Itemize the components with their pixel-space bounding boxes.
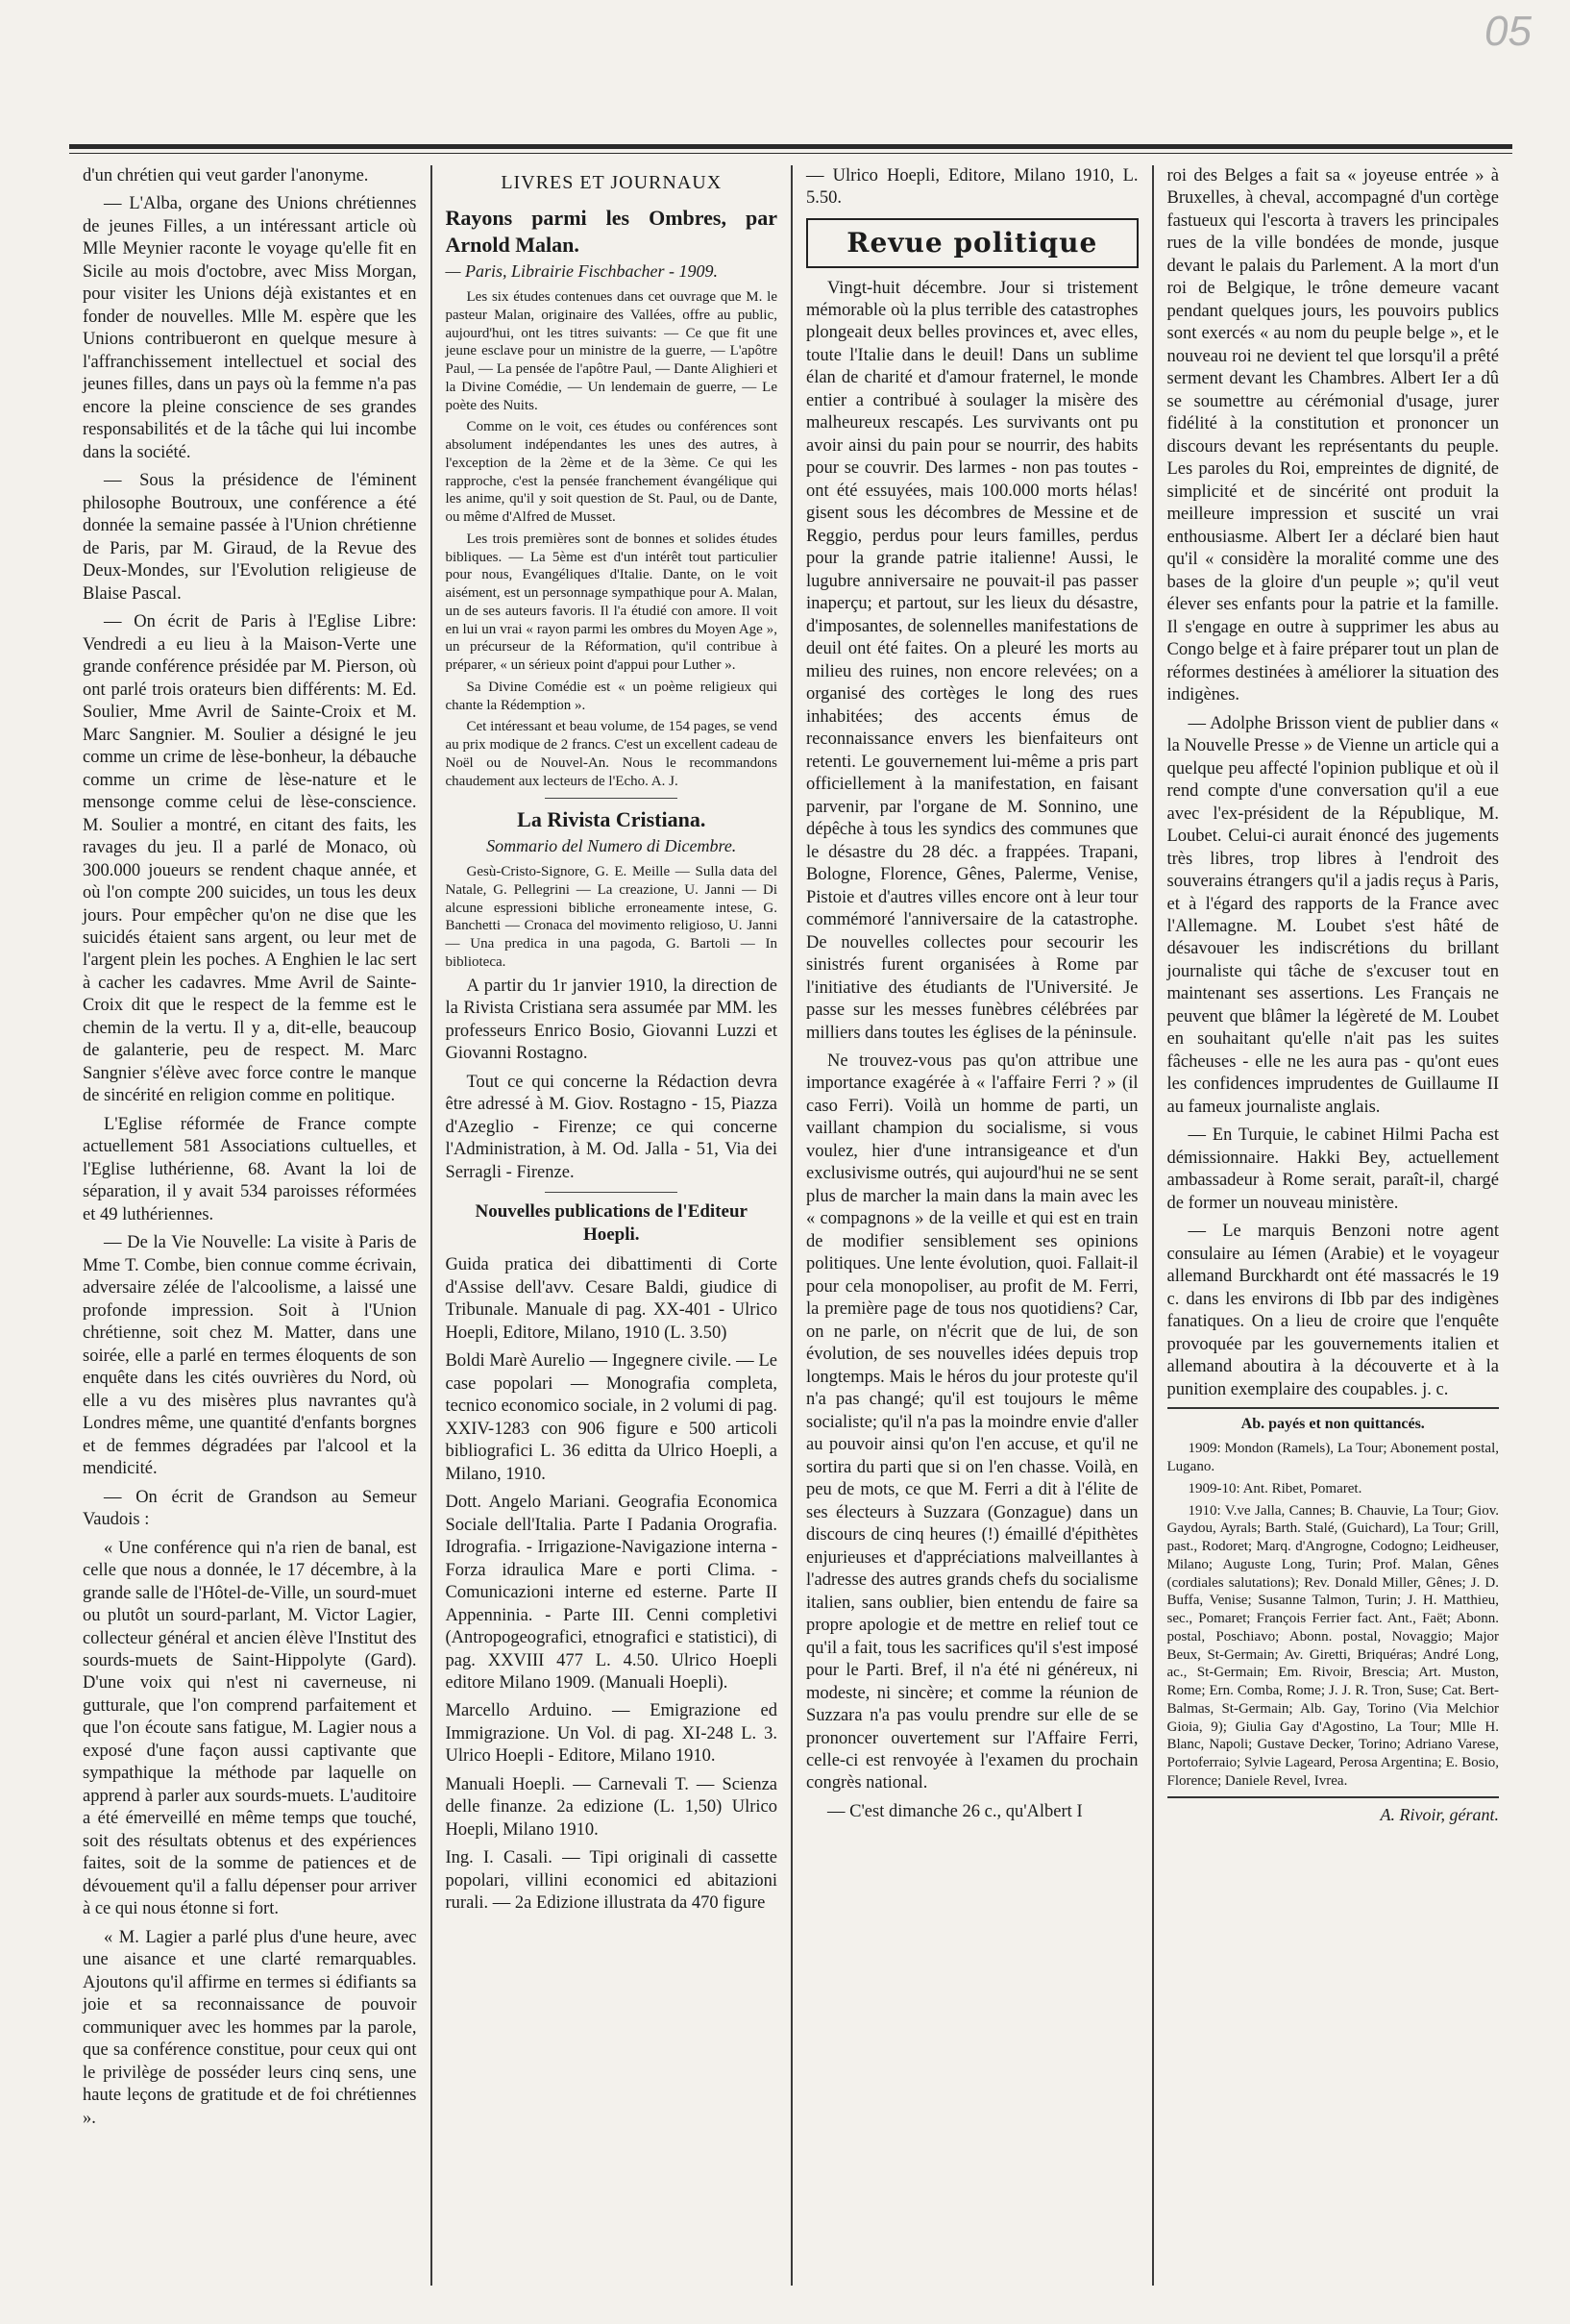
book-review bbox=[446, 288, 778, 790]
paragraph: — En Turquie, le cabinet Hilmi Pacha est démissionnaire. Hakki Bey, actuellement ambassadeur à Rome serait, paraît-il, chargé de former un nouveau ministère. bbox=[1166, 1125, 1499, 1213]
section-heading: LIVRES ET JOURNAUX bbox=[501, 172, 723, 193]
book-title: Rayons parmi les Ombres, par Arnold Malan. bbox=[445, 206, 777, 258]
revue-politique-heading: Revue politique bbox=[806, 218, 1139, 268]
publication-entry: Guida pratica dei dibattimenti di Corte d'Assise dell'avv. Cesare Baldi, giudice di Tribunale. Manuale di pag. XX-401 - Ulrico Hoepli, Editore, Milano, 1910 (L. 3.50) bbox=[445, 1255, 777, 1343]
journal-title: La Rivista Cristiana. bbox=[517, 807, 706, 832]
paragraph: — Le marquis Benzoni notre agent consulaire au Iémen (Arabie) et le voyageur allemand Burckhardt ont été massacrés le 19 c. dans les environs di Ibb par des indigènes fanatiques. On a lieu de croire que l'enquête provoquée par les gouvernements italien et allemand aboutira à la découverte et à la punition exemplaire des coupables. j. c. bbox=[1166, 1222, 1499, 1399]
review-paragraph: Comme on le voit, ces études ou conférences sont absolument indépendantes les unes des autres, à l'exception de la 2ème et de la 3ème. Ce qui les rapproche, c'est la pensée franchement évangélique qui les anime, qu'il y soit question de St. Paul, ou de Dante, ou même d'Alfred de Musset. bbox=[445, 419, 777, 526]
subscription-entry: 1910: V.ve Jalla, Cannes; B. Chauvie, La Tour; Giov. Gaydou, Ayrals; Barth. Stalé, (Guichard), La Tour; Grill, past., Rodoret; Marq. d'Angrogne, Codogno; Leidheuser, Milano; Auguste Long, Turin; Prof. Malan, Gênes (cordiales salutations); Rev. Donald Miller, Gênes; J. D. Buffa, Venise; Susanne Talmon, Turin; J. H. Matthieu, sec., Pomaret; François Ferrier fact. Ant., Faët; Abonn. postal, Poschiavo; Abonn. postal, Novaggio; Major Beux, St-Germain; Av. Giretti, Briquéras; André Long, ac., St-Germain; Em. Rivoir, Brescia; Art. Muston, Rome; Ern. Comba, Rome; J. J. R. Tron, Suse; Cat. Bert-Balmas, St-Germain; Alb. Gay, Torino (Via Melchior Gioia, 9); Giulia Gay d'Agostino, La Tour; Mlle H. Blanc, Napoli; Gustave Decker, Torino; Adriano Varese, Portoferraio; Sylvie Lageard, Perosa Argentina; E. Bosio, Florence; Daniele Revel, Ivrea. bbox=[1166, 1502, 1499, 1789]
column-2 bbox=[430, 165, 792, 2286]
publication-entry-continued: — Ulrico Hoepli, Editore, Milano 1910, L. 5.50. bbox=[806, 166, 1139, 209]
paragraph: « Une conférence qui n'a rien de banal, est celle que nous a donnée, le 17 décembre, à la grande salle de l'Hôtel-de-Ville, un sourd-muet ou plutôt un sourd-parlant, M. Victor Lagier, collecteur général et ancien élève l'Institut des sourds-muets de Saint-Hippolyte (Gard). D'une voix qui n'est ni caverneuse, ni gutturale, que l'on comprend parfaitement et que l'on écoute sans fatigue, M. Lagier nous a exposé d'une façon aussi captivante que sympathique la méthode par laquelle on apprend à parler aux sourds-muets. L'auditoire a été émerveillé en même temps que touché, soit des résultats obtenus et des expériences faites, soit de la somme de patiences et de dévouement qu'il a fallu dépenser pour arriver à ce qui nous étonne si fort. bbox=[83, 1538, 417, 1919]
archive-number-mark: 05 bbox=[1484, 8, 1532, 55]
review-paragraph: Les trois premières sont de bonnes et solides études bibliques. — La 5ème est d'un intérêt tout particulier pour nous, Evangéliques d'Italie. Dante, on le voit aisément, est un personnage sympathique pour A. Malan, un de ses auteurs favoris. Il l'a étudié con amore. Il voit en lui un vrai « rayon parmi les ombres du Moyen Age », un précurseur de la Réformation, qu'il contribue à préparer, « un sérieux point d'appui pour Luther ». bbox=[445, 531, 777, 674]
publication-entry: Manuali Hoepli. — Carnevali T. — Scienza delle finanze. 2a edizione (L. 1,50) Ulrico Hoepli, Milano 1910. bbox=[445, 1774, 777, 1840]
paragraph: A partir du 1r janvier 1910, la direction de la Rivista Cristiana sera assumée par MM. les professeurs Enrico Bosio, Giovanni Luzzi et Giovanni Rostagno. bbox=[445, 976, 777, 1064]
paragraph: roi des Belges a fait sa « joyeuse entrée » à Bruxelles, à cheval, accompagné d'un cortège fastueux qui l'escorta à travers les principales rues de la ville bondées de monde, jusque devant le palais du Parlement. A la mort d'un roi de Belgique, le trône demeure vacant pendant quelques jours, les pouvoirs publics sont exercés « au nom du peuple belge », et le nouveau roi ne devient tel que lorsqu'il a prêté serment devant les Chambres. Albert Ier a dû se soumettre au cérémonial d'usage, jurer fidélité à la constitution et prononcer un discours devant les représentants du peuple. Les paroles du Roi, empreintes de dignité, de simplicité et de sincérité ont produit la meilleure impression et suscité un vrai enthousiasme. Albert Ier a déclaré bien haut qu'il « considère la moralité comme une des bases de la gloire d'un peuple »; qu'il veut élever ses enfants pour la patrie et la famille. Il s'engage en outre à supprimer les abus au Congo belge et à faire préparer tout un plan de réformes destinées à améliorer la situation des indigènes. bbox=[1166, 166, 1499, 705]
publication-entry: Dott. Angelo Mariani. Geografia Economica Sociale dell'Italia. Parte I Padania Orografia. Idrografia. - Irrigazione-Navigazione interna - Forza idraulica Mare e porti Clima. - Comunicazioni interne ed esterne. Parte II Appenninia. - Parte III. Cenni completivi (Antropogeografici, etnografici e statistici), di pag. XXVIII 477 L. 4.50. Ulrico Hoepli editore Milano 1909. (Manuali Hoepli). bbox=[445, 1493, 777, 1693]
column-4 bbox=[1152, 165, 1513, 2286]
publication-entry: Ing. I. Casali. — Tipi originali di cassette popolari, villini economici ed abitazioni rurali. — 2a Edizione illustrata da 470 figure bbox=[445, 1848, 777, 1914]
paragraph: — On écrit de Paris à l'Eglise Libre: Vendredi a eu lieu à la Maison-Verte une grande conférence présidée par M. Pierson, où ont parlé trois orateurs bien différents: M. Ed. Soulier, Mme Avril de Sainte-Croix et M. Marc Sangnier. M. Soulier a désigné le jeu comme un crime de lèse-bonheur, la débauche comme un crime de lèse-nature et le mensonge comme celui de lèse-conscience. M. Soulier a montré, en citant des faits, les ravages du jeu. Il a parlé de Monaco, où 300.000 joueurs se rendent chaque année, et où l'on compte 200 suicides, un tous les deux jours. Pour empêcher qu'on ne dise que les suicidés étaient sans argent, ou leur met de l'argent plein les poches. A Enghien le lac sert à cacher les cadavres. Mme Avril de Sainte-Croix dit que le respect de la femme est le chemin de la vertu. Il y a, dit-elle, beaucoup de galanterie, peu de respect. M. Marc Sangnier s'élève avec force contre le manque de sincérité en religion comme en politique. bbox=[83, 612, 417, 1106]
paragraph: — L'Alba, organe des Unions chrétiennes de jeunes Filles, a un intéressant article où Mlle Meynier raconte le voyage qu'elle fit en Sicile au mois d'octobre, avec Miss Morgan, pour visiter les Unions déjà existantes et en fonder de nouvelles. Mlle M. espère que les Unions contribueront en quelque mesure à l'affranchissement intellectuel et social des jeunes filles, dans un pays où la femme n'a pas encore la pleine conscience de ses grandes responsabilités et de la tâche qui lui incombe dans la société. bbox=[83, 194, 417, 462]
paragraph: — Sous la présidence de l'éminent philosophe Boutroux, une conférence a été donnée la semaine passée à l'Union chrétienne de Paris, par M. Giraud, de la Revue des Deux-Mondes, sur l'Evolution religieuse de Blaise Pascal. bbox=[83, 471, 417, 604]
divider bbox=[1167, 1796, 1500, 1798]
divider bbox=[1167, 1407, 1500, 1409]
divider bbox=[545, 1192, 677, 1193]
gerant-signature: A. Rivoir, gérant. bbox=[1380, 1804, 1499, 1824]
paragraph: Vingt-huit décembre. Jour si tristement mémorable où la plus terrible des catastrophes plongeait deux belles provinces et, avec elles, toute l'Italie dans le deuil! Dans un sublime élan de charité et d'amour fraternel, le monde entier a contribué à soulager la misère des malheureux rescapés. Les survivants ont pu avoir ainsi du pain pour se nourrir, des habits pour se couvrir. Des larmes - non pas toutes - ont été essuyées, mais 100.000 morts hélas! gisent sous les décombres de Messine et de Reggio, perdus pour leurs familles, perdus pour la grande patrie italienne! Aussi, le lugubre anniversaire ne pouvait-il pas passer inaperçu; et partout, sur les lieux du désastre, d'imposantes, de solennelles manifestations de deuil ont été faites. On a pleuré les morts au milieu des ruines, non encore relevées; on a organisé des cortèges le long des rues inhabitées; des accents émus de reconnaissance envers les bienfaiteurs ont retenti. Le gouvernement lui-même a pris part officiellement à la manifestation, en faisant parvenir, par l'organe de M. Sonnino, une dépêche à tous les syndics des communes que le désastre du 28 déc. a frappées. Trapani, Bologne, Florence, Gênes, Palerme, Venise, Pistoie et d'autres villes encore ont à leur tour commémoré l'anniversaire de la catastrophe. De nouvelles collectes pour secourir les sinistrés furent organisées à Rome par l'initiative des étudiants de l'Université. Je passe sur les messes funèbres célébrées par milliers dans toutes les églises de la péninsule. bbox=[806, 278, 1139, 1043]
publications-heading: Nouvelles publications de l'Editeur Hoepli. bbox=[475, 1201, 748, 1246]
review-paragraph: Sa Divine Comédie est « un poème religieux qui chante la Rédemption ». bbox=[445, 679, 777, 713]
subscriptions-list bbox=[1167, 1440, 1500, 1790]
paragraph: « M. Lagier a parlé plus d'une heure, avec une aisance et une clarté remarquables. Ajoutons qu'il affirme en termes si édifiants sa joie et sa reconnaissance de pouvoir communiquer avec les hommes par la parole, que sa conférence constitue, pour ceux qui ont le privilège de posséder leurs cinq sens, une haute leçons de gratitude et de foi chrétiennes ». bbox=[83, 1927, 417, 2128]
publication-entry: Boldi Marè Aurelio — Ingegnere civile. — Le case popolari — Monografia completa, tecnico economico sociale, in 2 volumi di pag. XXIV-1283 con 906 figure e 500 articoli bibliografici L. 36 editta da Ulrico Hoepli, a Milano, 1910. bbox=[445, 1351, 777, 1484]
publication-entry: Marcello Arduino. — Emigrazione ed Immigrazione. Un Vol. di pag. XI-248 L. 3. Ulrico Hoepli - Editore, Milano 1910. bbox=[445, 1701, 777, 1767]
paragraph: Tout ce qui concerne la Rédaction devra être adressé à M. Giov. Rostagno - 15, Piazza d'Azeglio - Firenze; ce qui concerne l'Administration, à M. Od. Jalla - 51, Via dei Serragli - Firenze. bbox=[445, 1072, 777, 1182]
subscription-entry: 1909-10: Ant. Ribet, Pomaret. bbox=[1188, 1480, 1362, 1496]
review-paragraph: Les six études contenues dans cet ouvrage que M. le pasteur Malan, originaire des Vallées, offre au public, aujourd'hui, ont les titres suivants: — Ce que fit une jeune esclave pour un ministre de la guerre, — L'apôtre Paul, — La pensée de l'apôtre Paul, — Dante Alighieri et la Divine Comédie, — Un lendemain de guerre, — Le poète des Nuits. bbox=[445, 289, 777, 413]
paragraph: Ne trouvez-vous pas qu'on attribue une importance exagérée à « l'affaire Ferri ? » (il caso Ferri). Voilà un homme de parti, un vaillant champion du socialisme, si vous voulez, hier d'une intransigeance et d'un exclusivisme outrés, qui aujourd'hui ne se sent plus de marcher la main dans la main avec les « compagnons » de la veille et qui est en train de modifier sensiblement ses opinions politiques. Une lente évolution, quoi. Fallait-il pour cela monopoliser, au profit de M. Ferri, la première page de tous nos quotidiens? Car, on ne parle, on n'écrit que de lui, de son évolution, de ses nouvelles idées depuis trop longtemps. Mais le héros du jour proteste qu'il n'a pas changé; qu'il est toujours le même socialiste; qu'il n'a pas la moindre envie d'aller au pouvoir ainsi qu'on l'en accuse, et qu'il ne sortira du parti que si on l'en chasse. Voilà, en peu de mots, ce que M. Ferri a dit à l'élite de ses électeurs à Suzzara (Gonzague) dans un discours de cinq heures (!) émaillé d'épithètes enjurieuses et d'appréciations malveillantes à l'adresse des autres grands chefs du socialisme italien, sans oublier, bien entendu de faire sa propre apologie et de mettre en relief tout ce qu'il a fait, tous les sacrifices qu'il s'est imposé pour le Parti. Bref, il n'a été ni généreux, ni modeste, ni sincère; et comme la réunion de Suzzara n'a pas voulu prendre sur elle de se prononcer ouvertement sur l'Affaire Ferri, celle-ci est renvoyée à l'examen du prochain congrès national. bbox=[806, 1051, 1139, 1793]
subscription-entry: 1909: Mondon (Ramels), La Tour; Abonement postal, Lugano. bbox=[1166, 1441, 1499, 1475]
paragraph: — C'est dimanche 26 c., qu'Albert I bbox=[827, 1801, 1083, 1821]
subscriptions-heading: Ab. payés et non quittancés. bbox=[1240, 1416, 1425, 1433]
journal-contents bbox=[446, 863, 778, 972]
column-3 bbox=[791, 165, 1152, 2286]
review-paragraph: Cet intéressant et beau volume, de 154 pages, se vend au prix modique de 2 francs. C'est un excellent cadeau de Noël ou de Nouvel-An. Nous le recommandons chaudement aux lecteurs de l'Echo. A. J. bbox=[445, 719, 777, 789]
paragraph: L'Eglise réformée de France compte actuellement 581 Associations cultuelles, et l'Eglise luthérienne, 68. Avant la loi de séparation, il y avait 534 paroisses réformées et 49 luthériennes. bbox=[83, 1114, 417, 1224]
divider bbox=[545, 798, 677, 799]
journal-subtitle: Sommario del Numero di Dicembre. bbox=[486, 836, 737, 856]
paragraph: — Adolphe Brisson vient de publier dans « la Nouvelle Presse » de Vienne un article qui a quelque peu affecté l'opinion publique et où il rend compte d'une conversation qu'il a eue avec l'ex-président de la République, M. Loubet. Celui-ci aurait énoncé des jugements très libres, trop libres à l'endroit des souverains étrangers qu'il a jadis reçus à Paris, et à l'égard des rapports de la France avec l'Allemagne. M. Loubet s'est hâté de désavouer les indiscrétions du brillant journaliste qui tâche de s'excuser tout en maintenant ses assertions. Les Français ne peuvent que blâmer la légèreté de M. Loubet en souhaitant qu'elle n'ait pas les suites fâcheuses - elle ne les aura pas - qu'ont eues les confidences imprudentes de Guillaume II au fameux journaliste anglais. bbox=[1166, 713, 1499, 1117]
newspaper-columns bbox=[69, 165, 1512, 2286]
header-rule bbox=[69, 144, 1512, 154]
paragraph: — De la Vie Nouvelle: La visite à Paris de Mme T. Combe, bien connue comme écrivain, adversaire zélée de l'alcoolisme, a laissé une profonde impression. Soit à l'Union chrétienne, soit chez M. Matter, dans une soirée, elle a parlé en termes éloquents de son enquête dans les cités ouvrières du Nord, où elle a vu des misères plus navrantes qu'à Londres même, une quantité d'enfants borgnes et de femmes dégradées par l'alcool et la mendicité. bbox=[83, 1233, 417, 1479]
paragraph: — On écrit de Grandson au Semeur Vaudois : bbox=[83, 1487, 417, 1530]
contents-paragraph: Gesù-Cristo-Signore, G. E. Meille — Sulla data del Natale, G. Pellegrini — La creazione, U. Janni — Di alcune espressioni bibliche erroneamente intese, G. Banchetti — Cronaca del movimento religioso, U. Janni — Una predica in una pagoda, G. Bartoli — In biblioteca. bbox=[445, 864, 777, 970]
book-publisher: — Paris, Librairie Fischbacher - 1909. bbox=[445, 261, 718, 282]
column-1 bbox=[69, 165, 430, 2286]
paragraph: d'un chrétien qui veut garder l'anonyme. bbox=[83, 166, 369, 185]
